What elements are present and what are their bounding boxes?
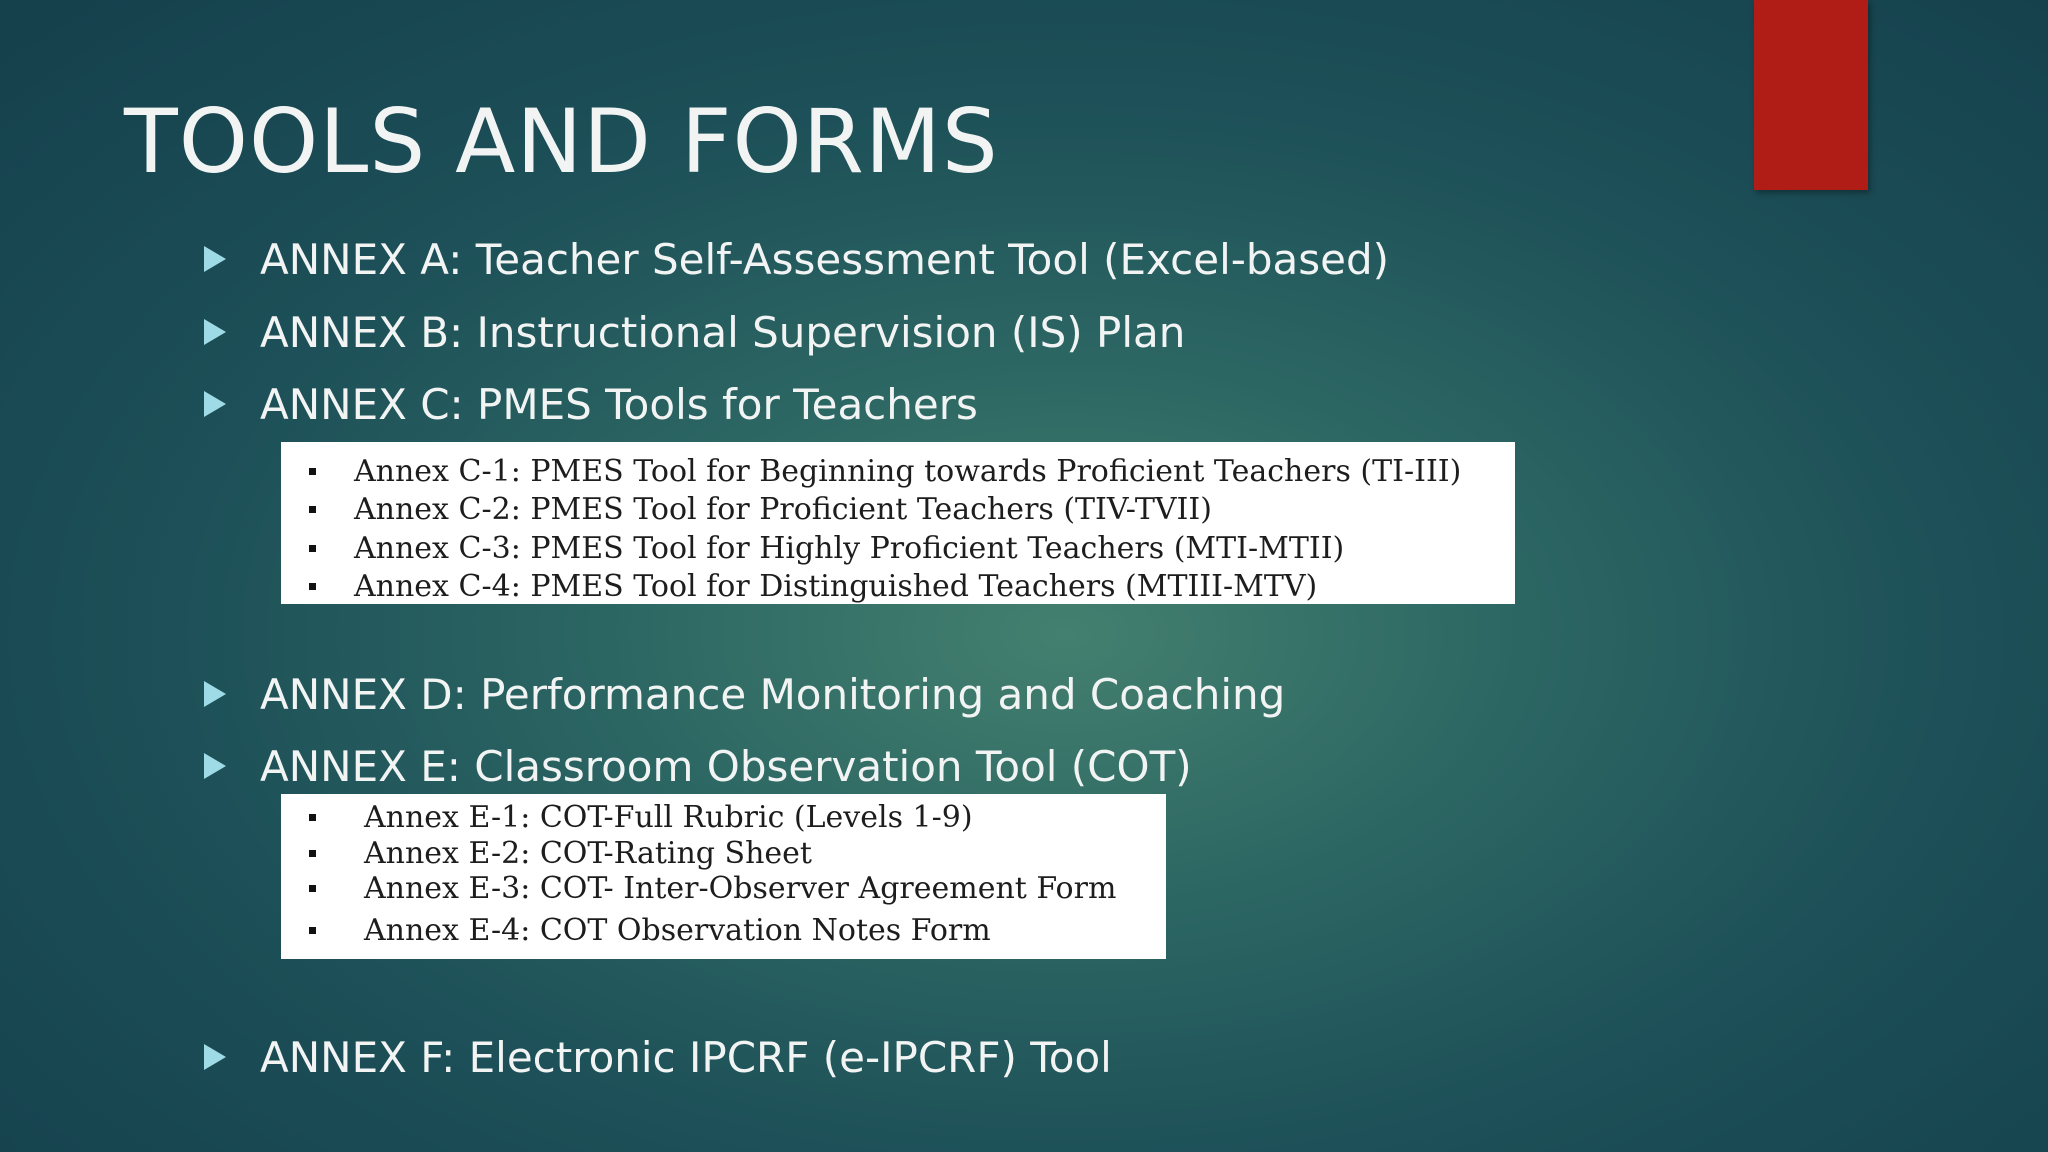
square-bullet-icon (309, 885, 316, 892)
triangle-bullet-icon (204, 1044, 226, 1070)
annex-e-item-text: Annex E-4: COT Observation Notes Form (364, 912, 991, 948)
triangle-bullet-icon (204, 681, 226, 707)
annex-c-item-text: Annex C-2: PMES Tool for Proficient Teachers (TIV-TVII) (354, 491, 1212, 527)
bullet-text: ANNEX B: Instructional Supervision (IS) Plan (260, 307, 1186, 357)
square-bullet-icon (309, 850, 316, 857)
annex-c-item (309, 529, 1344, 567)
annex-e-item-text: Annex E-2: COT-Rating Sheet (364, 835, 812, 871)
annex-e-item (309, 911, 991, 949)
triangle-bullet-icon (204, 319, 226, 345)
annex-c-item-text: Annex C-4: PMES Tool for Distinguished Teachers (MTIII-MTV) (354, 568, 1318, 604)
annex-e-item (309, 869, 1116, 907)
annex-c-item (309, 452, 1461, 490)
annex-c-item-text: Annex C-3: PMES Tool for Highly Proficient Teachers (MTI-MTII) (354, 530, 1345, 566)
annex-c-item (309, 490, 1212, 528)
bullet-text: ANNEX F: Electronic IPCRF (e-IPCRF) Tool (260, 1032, 1112, 1082)
square-bullet-icon (309, 506, 316, 513)
square-bullet-icon (309, 927, 316, 934)
triangle-bullet-icon (204, 391, 226, 417)
square-bullet-icon (309, 545, 316, 552)
bullet-annex-b (204, 302, 1185, 362)
bullet-annex-d (204, 664, 1285, 724)
bullet-annex-c (204, 374, 978, 434)
bullet-annex-f (204, 1027, 1112, 1087)
annex-c-list-image (281, 442, 1515, 604)
annex-e-item-text: Annex E-3: COT- Inter-Observer Agreement Form (364, 870, 1117, 906)
red-accent-bar (1754, 0, 1868, 190)
bullet-text: ANNEX A: Teacher Self-Assessment Tool (Excel-based) (260, 234, 1390, 284)
bullet-text: ANNEX C: PMES Tools for Teachers (260, 379, 978, 429)
annex-e-item-text: Annex E-1: COT-Full Rubric (Levels 1-9) (364, 799, 973, 835)
bullet-annex-e (204, 736, 1192, 796)
annex-e-item (309, 798, 973, 836)
triangle-bullet-icon (204, 753, 226, 779)
annex-e-item (309, 834, 812, 872)
square-bullet-icon (309, 583, 316, 590)
annex-c-item (309, 567, 1317, 605)
bullet-text: ANNEX E: Classroom Observation Tool (COT) (260, 741, 1192, 791)
bullet-annex-a (204, 229, 1389, 289)
slide-title: TOOLS AND FORMS (124, 90, 999, 193)
square-bullet-icon (309, 814, 316, 821)
bullet-text: ANNEX D: Performance Monitoring and Coaching (260, 669, 1286, 719)
square-bullet-icon (309, 468, 316, 475)
annex-c-item-text: Annex C-1: PMES Tool for Beginning towards Proficient Teachers (TI-III) (354, 453, 1462, 489)
triangle-bullet-icon (204, 246, 226, 272)
annex-e-list-image (281, 794, 1166, 959)
